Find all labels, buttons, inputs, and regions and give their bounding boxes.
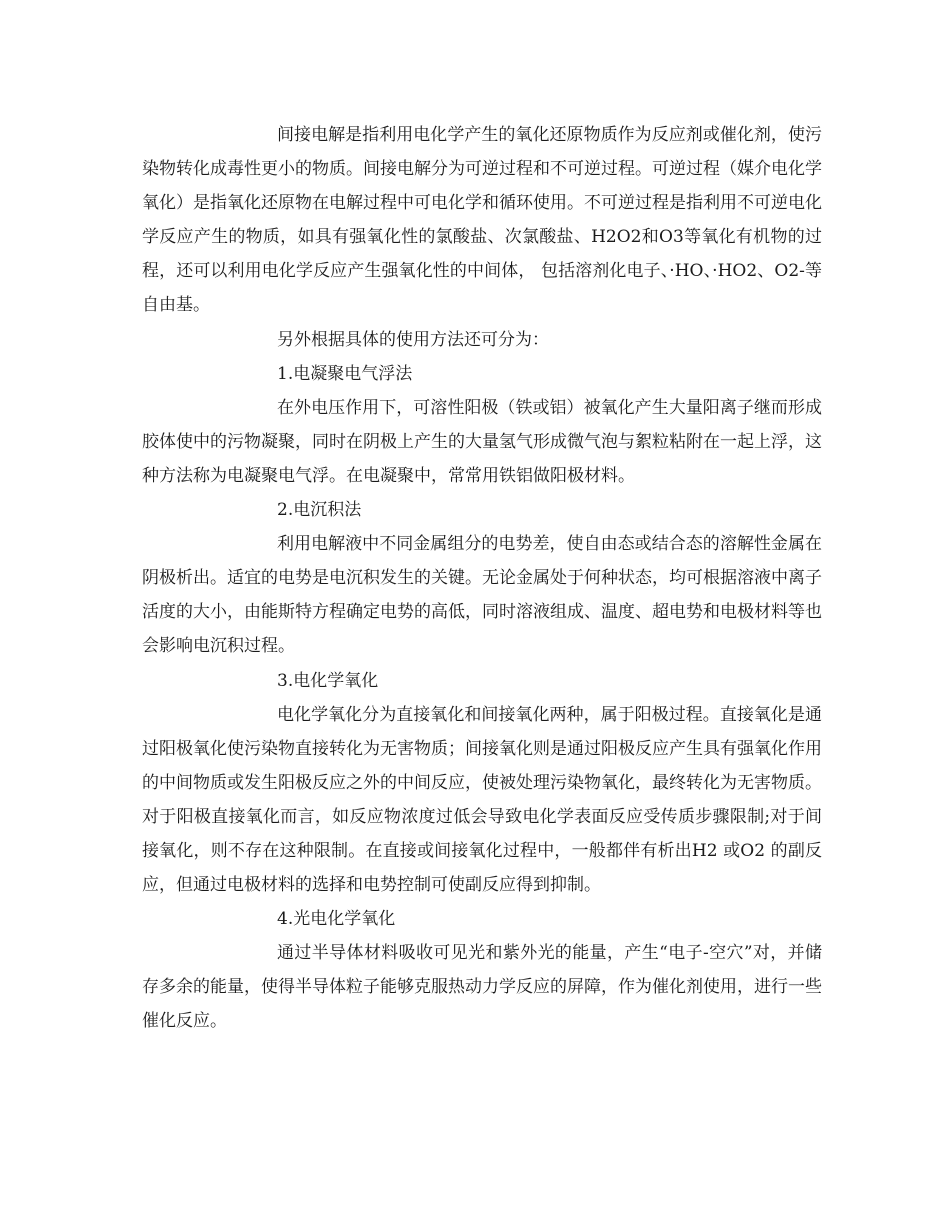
document-body: [142, 118, 822, 1039]
heading-1: 1.电凝聚电气浮法: [277, 363, 413, 384]
paragraph-electrodeposition: 利用电解液中不同金属组分的电势差，使自由态或结合态的溶解性金属在阴极析出。适宜的电势是电沉积发生的关键。无论金属处于何种状态，均可根据溶液中离子活度的大小，由能斯特方程确定电势的高低，同时溶液组成、温度、超电势和电极材料等也会影响电沉积过程。: [142, 534, 822, 657]
heading-4: 4.光电化学氧化: [277, 909, 396, 930]
heading-2: 2.电沉积法: [277, 500, 362, 521]
heading-3: 3.电化学氧化: [277, 670, 379, 691]
paragraph-photoelectrochemical-oxidation: 通过半导体材料吸收可见光和紫外光的能量，产生“电子-空穴”对，并储存多余的能量，使得半导体粒子能够克服热动力学反应的屏障，作为催化剂使用，进行一些催化反应。: [142, 943, 822, 1032]
paragraph-electrocoagulation: 在外电压作用下，可溶性阳极（铁或铝）被氧化产生大量阳离子继而形成胶体使中的污物凝聚，同时在阴极上产生的大量氢气形成微气泡与絮粒粘附在一起上浮，这种方法称为电凝聚电气浮。在电凝聚中，常常用铁铝做阳极材料。: [142, 397, 822, 486]
paragraph-indirect-electrolysis: 间接电解是指利用电化学产生的氧化还原物质作为反应剂或催化剂，使污染物转化成毒性更小的物质。间接电解分为可逆过程和不可逆过程。可逆过程（媒介电化学氧化）是指氧化还原物在电解过程中可电化学和循环使用。不可逆过程是指利用不可逆电化学反应产生的物质，如具有强氧化性的氯酸盐、次氯酸盐、H2O2和O3等氧化有机物的过程，还可以利用电化学反应产生强氧化性的中间体， 包括溶剂化电子、·HO、·HO2、O2-等自由基。: [142, 125, 822, 316]
paragraph-electrochemical-oxidation: 电化学氧化分为直接氧化和间接氧化两种，属于阳极过程。直接氧化是通过阳极氧化使污染物直接转化为无害物质；间接氧化则是通过阳极反应产生具有强氧化作用的中间物质或发生阳极反应之外的中间反应，使被处理污染物氧化，最终转化为无害物质。对于阳极直接氧化而言，如反应物浓度过低会导致电化学表面反应受传质步骤限制;对于间接氧化，则不存在这种限制。在直接或间接氧化过程中，一般都伴有析出H2 或O2 的副反应，但通过电极材料的选择和电势控制可使副反应得到抑制。: [142, 704, 822, 896]
intro-line: 另外根据具体的使用方法还可分为：: [277, 329, 549, 350]
